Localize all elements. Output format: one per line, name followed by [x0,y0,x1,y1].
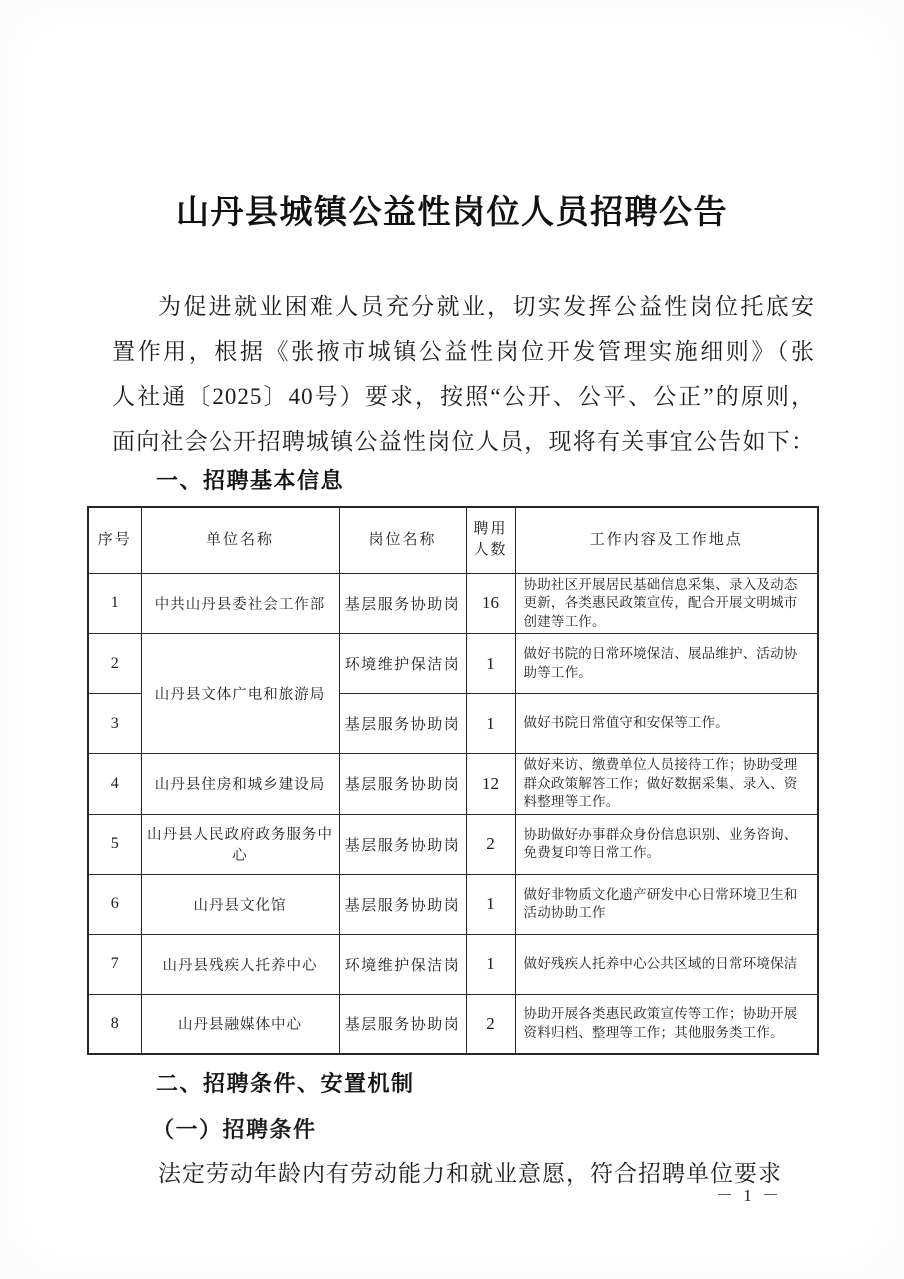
cell-post: 基层服务协助岗 [339,573,466,634]
cell-unit: 山丹县融媒体中心 [141,994,339,1054]
cell-post: 基层服务协助岗 [339,874,466,934]
cell-post: 基层服务协助岗 [339,754,466,815]
intro-line-2: 置作用，根据《张掖市城镇公益性岗位开发管理实施细则》（张 [112,339,815,364]
col-header-duty: 工作内容及工作地点 [515,507,818,573]
section-heading-conditions: 二、招聘条件、安置机制 [156,1071,415,1096]
intro-line-1: 为促进就业困难人员充分就业，切实发挥公益性岗位托底安 [158,294,815,319]
cell-duty: 做好残疾人托养中心公共区域的日常环境保洁 [515,934,818,994]
cell-count: 1 [466,694,515,754]
cell-post: 环境维护保洁岗 [339,934,466,994]
cell-duty: 做好书院日常值守和安保等工作。 [515,694,818,754]
intro-paragraph [112,284,815,464]
sub-heading-recruit-conditions: （一）招聘条件 [152,1117,317,1142]
cell-duty: 做好来访、缴费单位人员接待工作；协助受理群众政策解答工作；做好数据采集、录入、资料整理等工作。 [515,754,818,815]
table-row [88,814,818,874]
cell-count: 2 [466,994,515,1054]
table-row [88,754,818,815]
table-row [88,994,818,1054]
cell-serial: 4 [88,754,141,815]
cell-count: 1 [466,934,515,994]
cell-count: 12 [466,754,515,815]
cell-serial: 7 [88,934,141,994]
recruitment-table [87,506,819,1055]
cell-unit: 中共山丹县委社会工作部 [141,573,339,634]
col-header-count-line1: 聘用 [473,521,508,538]
cell-duty: 做好书院的日常环境保洁、展品维护、活动协助等工作。 [515,634,818,694]
table-row [88,634,818,694]
cell-count: 1 [466,874,515,934]
cell-duty: 协助做好办事群众身份信息识别、业务咨询、免费复印等日常工作。 [515,814,818,874]
col-header-count [466,507,515,573]
table-header-row [88,507,818,573]
col-header-serial: 序号 [88,507,141,573]
cell-duty: 做好非物质文化遗产研发中心日常环境卫生和活动协助工作 [515,874,818,934]
cell-unit: 山丹县人民政府政务服务中心 [141,814,339,874]
cell-post: 基层服务协助岗 [339,994,466,1054]
section-heading-recruitment-info: 一、招聘基本信息 [156,468,345,493]
cell-unit-merged: 山丹县文体广电和旅游局 [141,634,339,754]
table-row [88,573,818,634]
page-number: － 1 － [716,1186,782,1205]
cell-serial: 3 [88,694,141,754]
cell-serial: 6 [88,874,141,934]
cell-count: 16 [466,573,515,634]
cell-unit: 山丹县残疾人托养中心 [141,934,339,994]
cell-duty: 协助社区开展居民基础信息采集、录入及动态更新，各类惠民政策宣传，配合开展文明城市创建等工作。 [515,573,818,634]
cell-count: 2 [466,814,515,874]
col-header-count-line2: 人数 [473,542,508,559]
col-header-post: 岗位名称 [339,507,466,573]
cell-serial: 2 [88,634,141,694]
cell-unit: 山丹县住房和城乡建设局 [141,754,339,815]
table-row [88,934,818,994]
cell-post: 基层服务协助岗 [339,694,466,754]
cell-serial: 8 [88,994,141,1054]
cell-post: 基层服务协助岗 [339,814,466,874]
cell-count: 1 [466,634,515,694]
intro-line-3: 人社通〔2025〕40号）要求，按照“公开、公平、公正”的原则， [112,384,815,409]
table-row [88,874,818,934]
intro-line-4: 面向社会公开招聘城镇公益性岗位人员，现将有关事宜公告如下： [112,429,815,454]
cell-serial: 1 [88,573,141,634]
col-header-unit: 单位名称 [141,507,339,573]
cell-post: 环境维护保洁岗 [339,634,466,694]
document-title: 山丹县城镇公益性岗位人员招聘公告 [176,195,728,231]
body-text-line: 法定劳动年龄内有劳动能力和就业意愿，符合招聘单位要求 [158,1161,782,1186]
cell-serial: 5 [88,814,141,874]
cell-unit: 山丹县文化馆 [141,874,339,934]
cell-duty: 协助开展各类惠民政策宣传等工作；协助开展资料归档、整理等工作；其他服务类工作。 [515,994,818,1054]
